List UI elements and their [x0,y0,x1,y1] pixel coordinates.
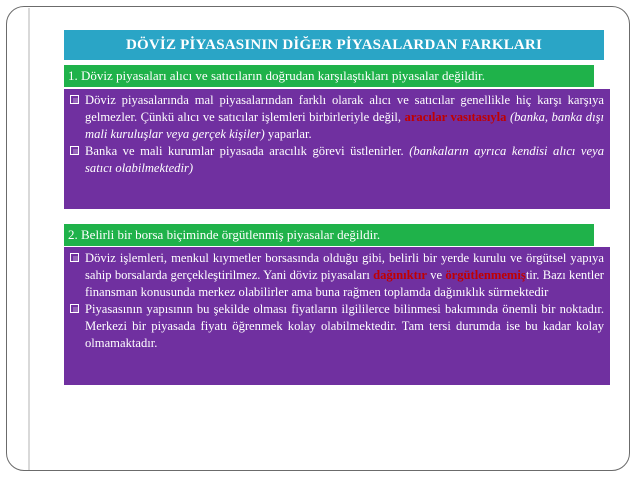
left-divider [28,8,30,470]
section-1-bullet-1 [70,92,604,143]
section-1-content [64,89,610,209]
highlight-text: dağınıktır [373,268,427,282]
checkbox-square-icon [70,304,79,313]
checkbox-square-icon [70,146,79,155]
slide-title: DÖVİZ PİYASASININ DİĞER PİYASALARDAN FARKLARI [64,30,604,60]
section-1-bullet-2 [70,143,604,177]
section-2-heading: 2. Belirli bir borsa biçiminde örgütlenmiş piyasalar değildir. [64,224,594,246]
checkbox-square-icon [70,253,79,262]
section-2-bullet-2 [70,301,604,352]
section-2-content [64,247,610,385]
italic-text: (banka, banka dışı mali kuruluşlar veya gerçek kişiler) [85,110,605,141]
italic-text: (bankaların ayrıca kendisi alıcı veya satıcı olabilmektedir) [85,144,605,175]
section-1-heading: 1. Döviz piyasaları alıcı ve satıcıların doğrudan karşılaştıkları piyasalar değildir. [64,65,594,87]
checkbox-square-icon [70,95,79,104]
bullet-text: Piyasasının yapısının bu şekilde olması fiyatların ilgililerce bilinmesi bakımında önemli bir noktadır. Merkezi bir piyasada fiyatı öğrenmek kolay olabilmektedir. Tam tersi durumda ise bu kadar kolay olmamaktadır. [85,302,604,350]
section-2-bullet-1 [70,250,604,301]
bullet-text-end: yaparlar. [264,127,312,141]
bullet-text: Döviz piyasalarında mal piyasalarından farklı olarak alıcı ve satıcılar genellikle hiç karşı karşıya gelmezler. Çünkü alıcı ve satıcılar işlemleri birbirleriyle değil, [85,93,604,124]
bullet-text-end: tir. Bazı kentler finansman konusunda merkez olabilirler ama buna rağmen toplamda dağınıklık sürmektedir [85,268,604,299]
highlight-text: örgütlenmemiş [445,268,526,282]
highlight-text: aracılar vasıtasıyla [404,110,507,124]
bullet-text-mid: ve [426,268,446,282]
bullet-text: Döviz işlemleri, menkul kıymetler borsasında olduğu gibi, belirli bir yerde kurulu ve örgütsel yapıya sahip borsalarda gerçekleştirilmez. Yani döviz piyasaları [85,251,604,282]
bullet-text: Banka ve mali kurumlar piyasada aracılık görevi üstlenirler. [85,144,410,158]
